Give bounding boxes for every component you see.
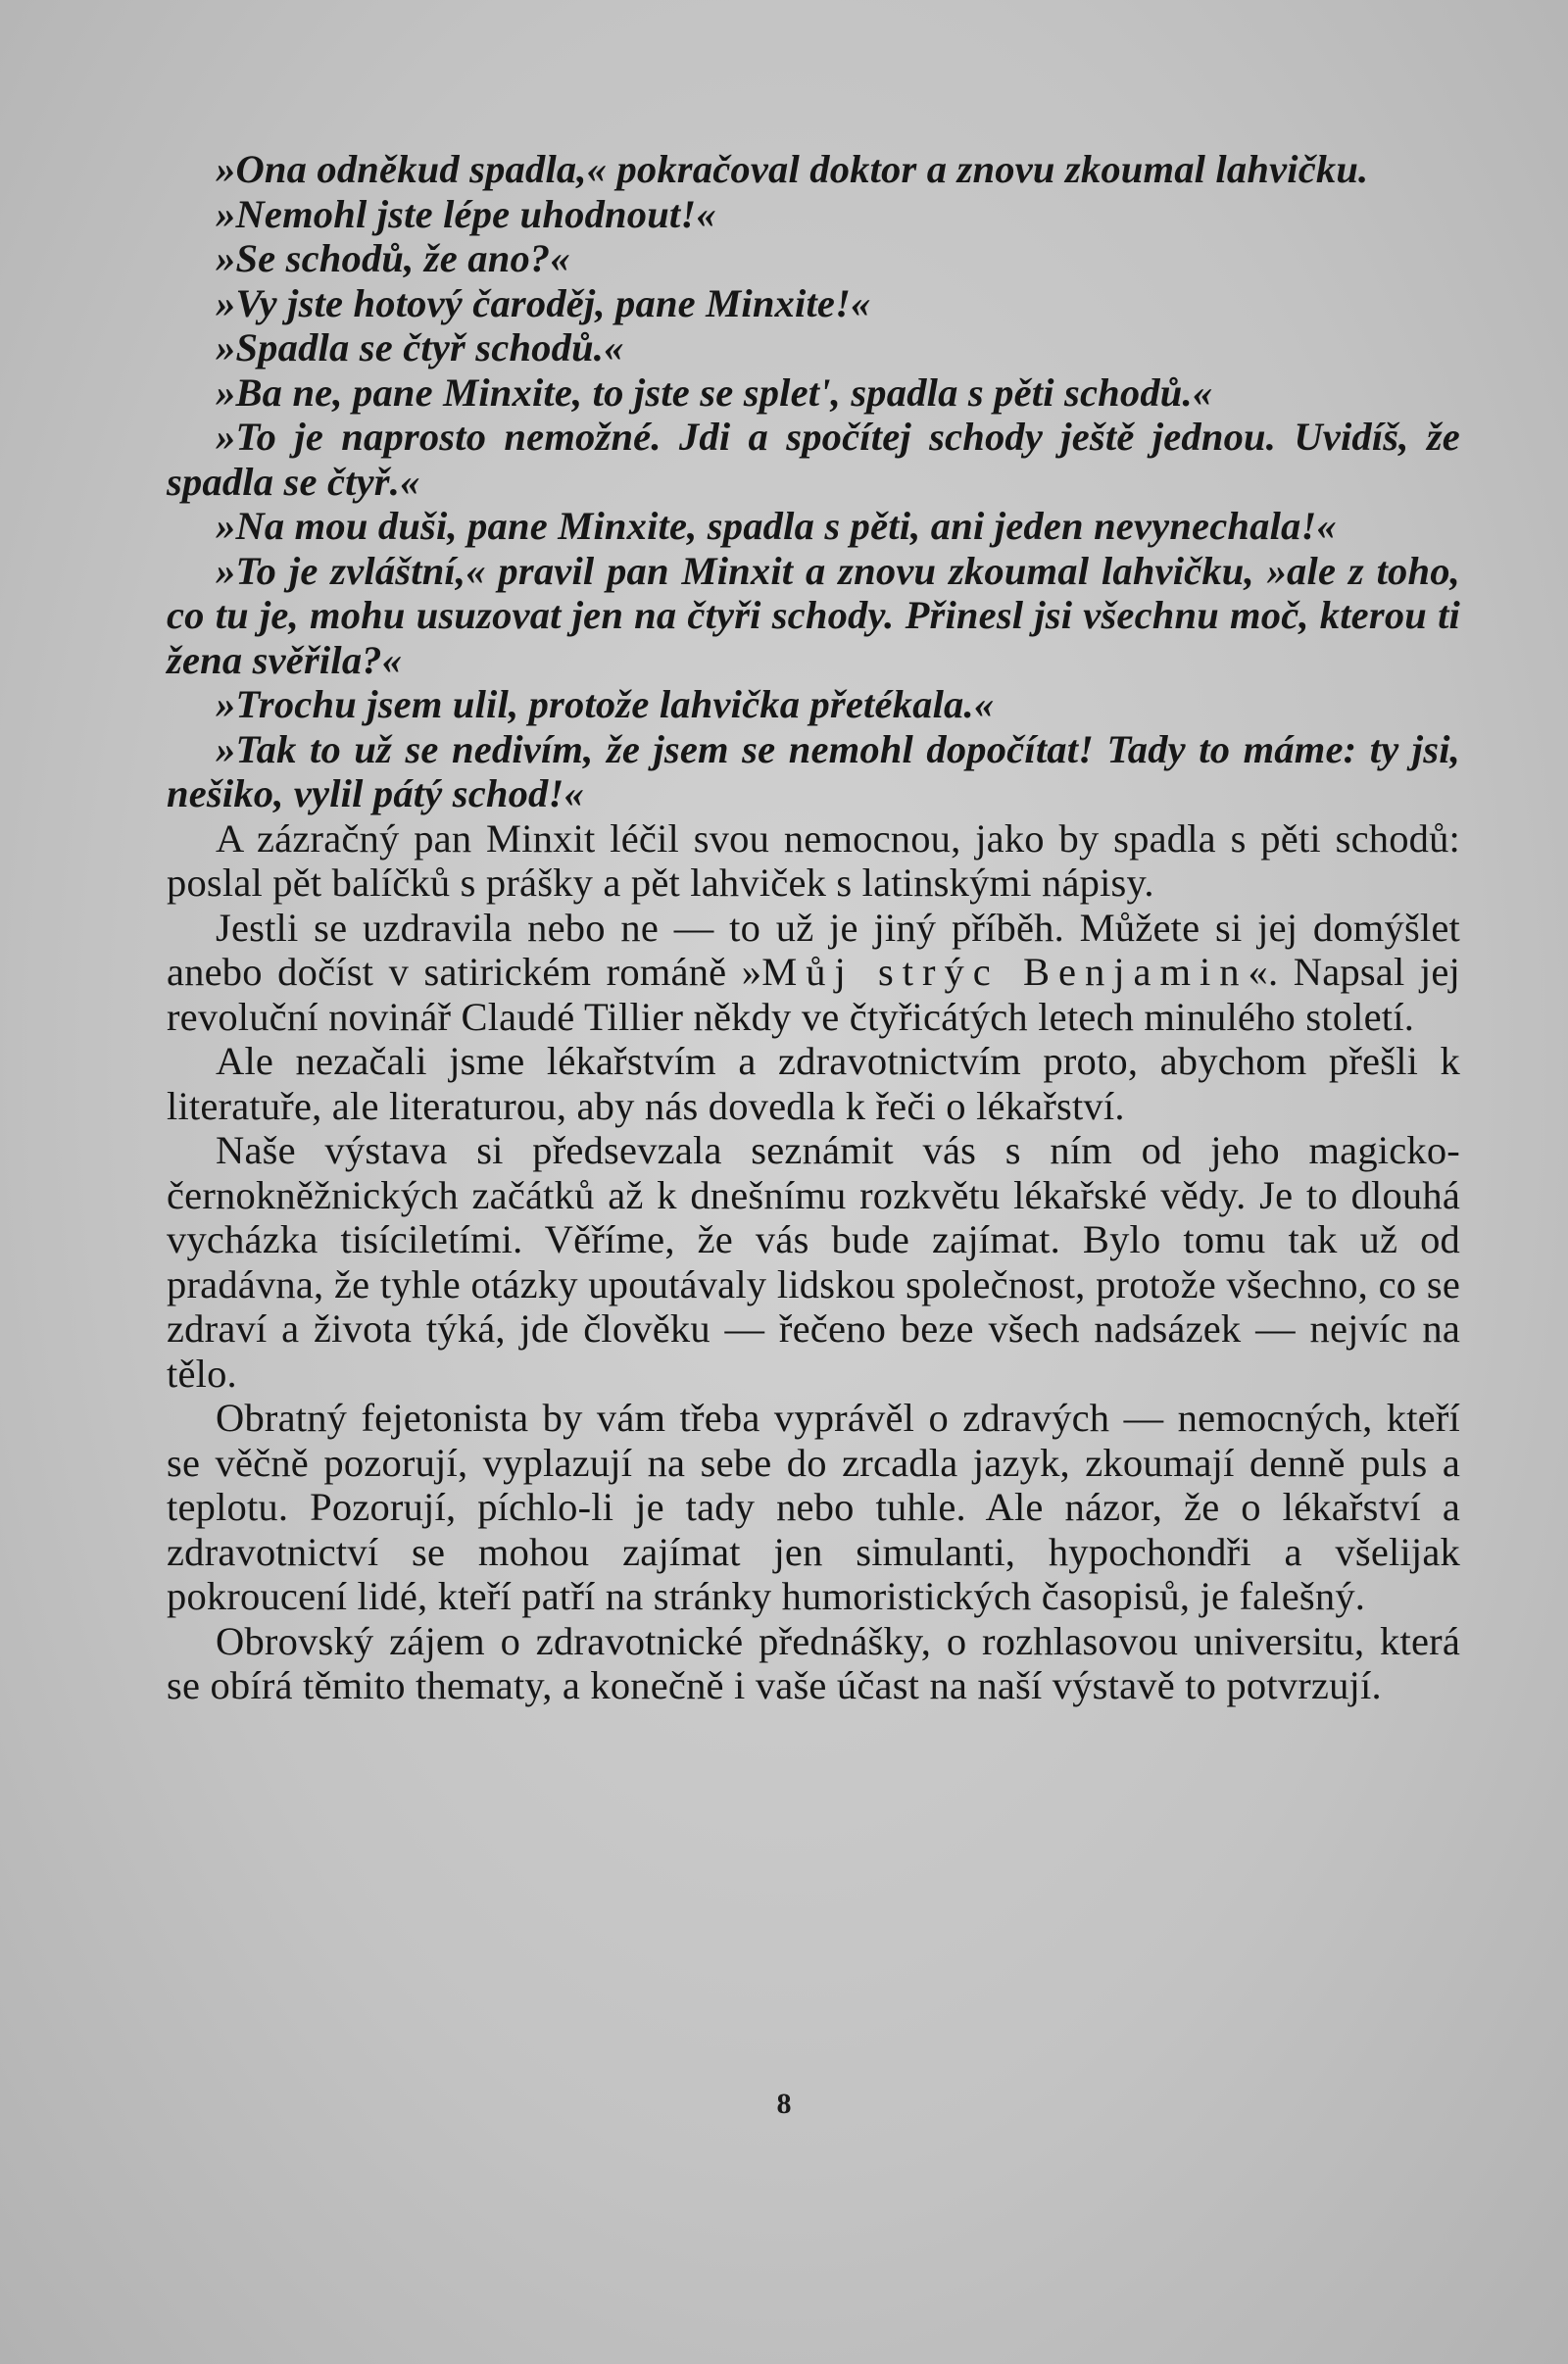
novel-title: Můj strýc Benjamin bbox=[761, 950, 1249, 994]
dialogue-line: »Vy jste hotový čaroděj, pane Minxite!« bbox=[216, 280, 871, 325]
dialogue-line: »Nemohl jste lépe uhodnout!« bbox=[216, 191, 716, 236]
page-number: 8 bbox=[776, 2088, 792, 2120]
dialogue-line: »Spadla se čtyř schodů.« bbox=[216, 325, 624, 369]
paragraph: Obrovský zájem o zdravotnické přednášky, o rozhlasovou universitu, která se obírá těmito thematy, a konečně i vaše účast na naší výstavě to potvrzují. bbox=[167, 1618, 1460, 1707]
dialogue-line: »Se schodů, že ano?« bbox=[216, 236, 570, 280]
paragraph: Obratný fejetonista by vám třeba vyprávěl o zdravých — nemocných, kteří se věčně pozorují, vyplazují na sebe do zrcadla jazyk, zkoumají denně puls a teplotu. Pozorují, píchlo-li je tady nebo tuhle. Ale názor, že o lékařství a zdravotnictví se mohou zajímat jen simulanti, hypochondři a všelijak pokroucení lidé, kteří patří na stránky humoristických časopisů, je falešný. bbox=[167, 1396, 1460, 1618]
dialogue-line: »Ba ne, pane Minxite, to jste se splet', spadla s pěti schodů.« bbox=[216, 369, 1213, 415]
dialogue-line: »To je naprosto nemožné. Jdi a spočítej schody ještě jednou. Uvidíš, že spadla se čtyř.« bbox=[167, 415, 1460, 504]
novel-text-before: Jestli se uzdravila nebo ne — to už je jiný příběh. Můžete si jej domýšlet anebo dočíst v satirickém románě » bbox=[167, 905, 1460, 994]
paragraph: Naše výstava si předsevzala seznámit vás s ním od jeho magicko-černokněžnických začátků až k dnešnímu rozkvětu lékařské vědy. Je to dlouhá vycházka tisíciletími. Věříme, že vás bude zajímat. Bylo tomu tak už od pradávna, že tyhle otázky upoutávaly lidskou společnost, protože všechno, co se zdraví a života týká, jde člověku — řečeno beze všech nadsázek — nejvíc na tělo. bbox=[167, 1128, 1460, 1396]
dialogue-line: »Na mou duši, pane Minxite, spadla s pěti, ani jeden nevynechala!« bbox=[216, 504, 1337, 548]
paragraph-minxit: A zázračný pan Minxit léčil svou nemocnou, jako by spadla s pěti schodů: poslal pět balíčků s prášky a pět lahviček s latinskými nápisy. bbox=[167, 815, 1460, 905]
paragraph-novel bbox=[167, 906, 1460, 1040]
novel-text-after: «. Napsal jej revoluční novinář Claudé Tillier někdy ve čtyřicátých letech minulého století. bbox=[167, 950, 1460, 1039]
dialogue-line: »Trochu jsem ulil, protože lahvička přetékala.« bbox=[216, 682, 995, 726]
dialogue-line: »To je zvláštní,« pravil pan Minxit a znovu zkoumal lahvičku, »ale z toho, co tu je, mohu usuzovat jen na čtyři schody. Přinesl jsi všechnu moč, kterou ti žena svěřila?« bbox=[167, 548, 1460, 682]
paragraph: Ale nezačali jsme lékařstvím a zdravotnictvím proto, abychom přešli k literatuře, ale literaturou, aby nás dovedla k řeči o lékařství. bbox=[167, 1039, 1460, 1128]
dialogue-line: »Ona odněkud spadla,« pokračoval doktor a znovu zkoumal lahvičku. bbox=[216, 147, 1369, 191]
dialogue-line: »Tak to už se nedivím, že jsem se nemohl dopočítat! Tady to máme: ty jsi, nešiko, vylil pátý schod!« bbox=[167, 726, 1460, 815]
page-text bbox=[167, 147, 1460, 1708]
